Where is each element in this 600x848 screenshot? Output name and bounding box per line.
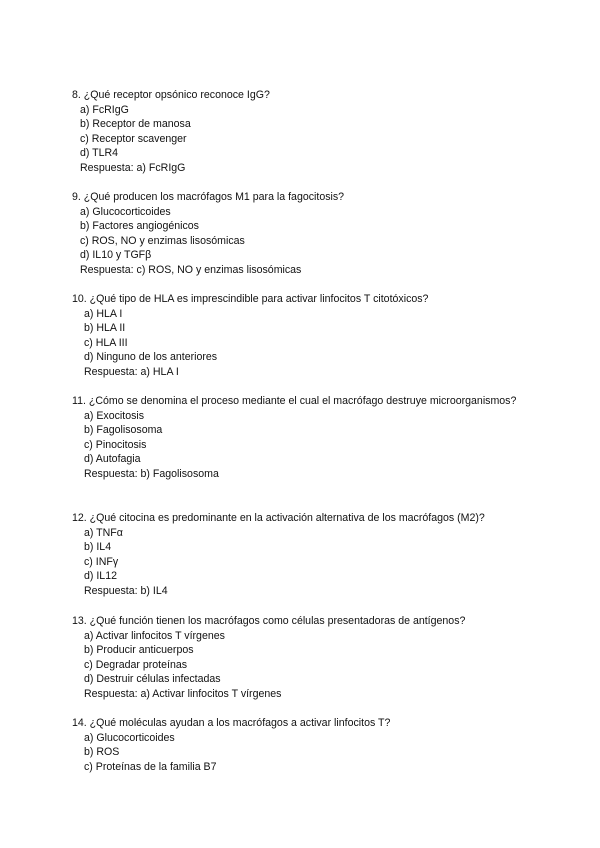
option-a: a) TNFα (84, 526, 123, 539)
question-text: 11. ¿Cómo se denomina el proceso mediante el cual el macrófago destruye microorganismos? (72, 395, 517, 407)
option-a: a) Activar linfocitos T vírgenes (84, 629, 225, 642)
option-d: d) TLR4 (80, 147, 119, 160)
option-b: b) Fagolisosoma (84, 424, 163, 437)
option-c: c) Proteínas de la familia B7 (84, 760, 217, 773)
question-8 (72, 88, 542, 176)
option-c: c) Receptor scavenger (80, 132, 187, 145)
question-text: 8. ¿Qué receptor opsónico reconoce IgG? (72, 89, 270, 101)
option-b: b) Receptor de manosa (80, 118, 191, 131)
answer: Respuesta: a) HLA I (84, 365, 179, 378)
question-13 (72, 614, 542, 702)
question-text: 13. ¿Qué función tienen los macrófagos como células presentadoras de antígenos? (72, 615, 466, 627)
answer: Respuesta: a) Activar linfocitos T vírgenes (84, 687, 282, 700)
option-c: c) Pinocitosis (84, 438, 147, 451)
question-text: 9. ¿Qué producen los macrófagos M1 para la fagocitosis? (72, 191, 345, 203)
option-c: c) INFγ (84, 555, 119, 568)
option-a: a) FcRIgG (80, 103, 129, 116)
option-d: d) IL12 (84, 570, 117, 583)
option-c: c) HLA III (84, 336, 128, 349)
option-d: d) Destruir células infectadas (84, 673, 221, 686)
option-c: c) Degradar proteínas (84, 658, 188, 671)
option-a: a) Glucocorticoides (84, 731, 175, 744)
option-b: b) ROS (84, 746, 120, 759)
answer: Respuesta: a) FcRIgG (80, 161, 186, 174)
option-c: c) ROS, NO y enzimas lisosómicas (80, 234, 245, 247)
answer: Respuesta: c) ROS, NO y enzimas lisosómicas (80, 263, 302, 276)
option-d: d) Ninguno de los anteriores (84, 351, 218, 364)
question-14 (72, 716, 542, 774)
option-b: b) IL4 (84, 541, 112, 554)
option-d: d) Autofagia (84, 453, 141, 466)
question-text: 10. ¿Qué tipo de HLA es imprescindible para activar linfocitos T citotóxicos? (72, 293, 429, 305)
question-text: 14. ¿Qué moléculas ayudan a los macrófagos a activar linfocitos T? (72, 717, 391, 729)
question-text: 12. ¿Qué citocina es predominante en la activación alternativa de los macrófagos (M2)? (72, 512, 485, 524)
answer: Respuesta: b) Fagolisosoma (84, 467, 219, 480)
question-11 (72, 394, 542, 482)
question-9 (72, 190, 542, 278)
option-a: a) HLA I (84, 307, 123, 320)
question-10 (72, 292, 542, 380)
answer: Respuesta: b) IL4 (84, 584, 168, 597)
option-b: b) HLA II (84, 322, 126, 335)
option-a: a) Exocitosis (84, 409, 145, 422)
option-b: b) Producir anticuerpos (84, 644, 194, 657)
option-b: b) Factores angiogénicos (80, 220, 199, 233)
question-12 (72, 511, 542, 599)
option-d: d) IL10 y TGFβ (80, 249, 152, 262)
option-a: a) Glucocorticoides (80, 205, 171, 218)
